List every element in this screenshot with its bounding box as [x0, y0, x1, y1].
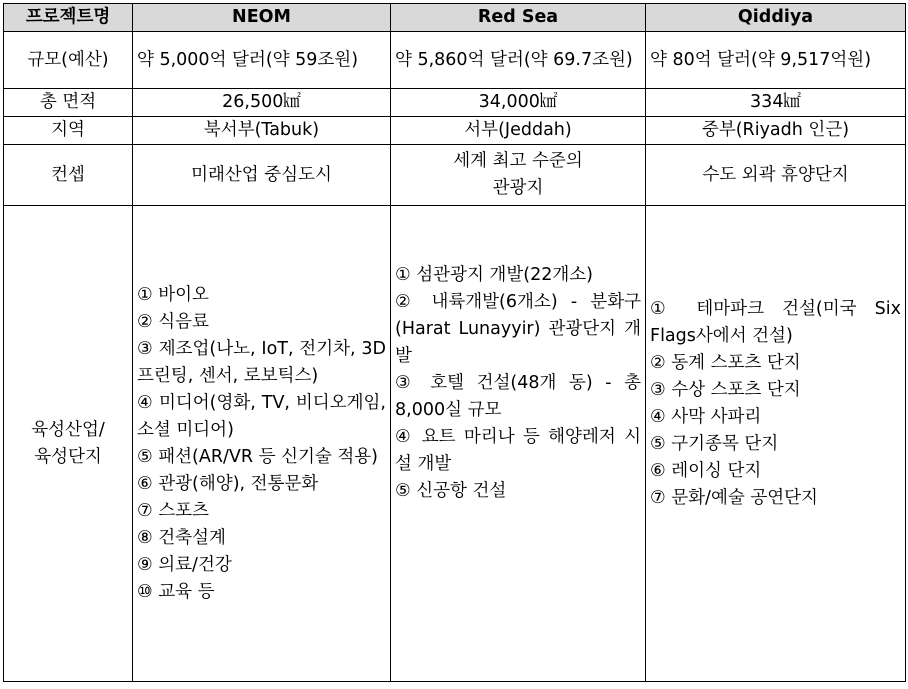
list-item: ④ 사막 사파리 — [650, 407, 762, 427]
cell-qiddiya-scale: 약 80억 달러(약 9,517억원) — [646, 32, 906, 89]
cell-neom-area: 26,500㎢ — [133, 89, 391, 117]
row-label-industry — [4, 206, 133, 682]
list-item: ③ 제조업(나노, IoT, 전기차, 3D 프린팅, 센서, 로보틱스) — [137, 338, 386, 386]
cell-neom-concept: 미래산업 중심도시 — [133, 145, 391, 206]
row-label-concept: 컨셉 — [4, 145, 133, 206]
project-comparison-table — [3, 3, 906, 682]
cell-redsea-scale: 약 5,860억 달러(약 69.7조원) — [391, 32, 646, 89]
row-region — [4, 117, 906, 145]
row-industry — [4, 206, 906, 682]
list-item: ② 동계 스포츠 단지 — [650, 353, 801, 373]
list-item: ① 바이오 — [137, 284, 209, 305]
list-item: ⑤ 구기종목 단지 — [650, 434, 779, 454]
list-item: ③ 수상 스포츠 단지 — [650, 380, 801, 400]
header-neom: NEOM — [133, 4, 391, 32]
list-item: ⑨ 의료/건강 — [137, 554, 232, 575]
cell-neom-region: 북서부(Tabuk) — [133, 117, 391, 145]
cell-neom-industry — [133, 206, 391, 682]
list-item: ④ 미디어(영화, TV, 비디오게임, 소셜 미디어) — [137, 392, 386, 440]
list-item: ① 섬관광지 개발(22개소) — [395, 265, 593, 285]
list-item: ⑤ 패션(AR/VR 등 신기술 적용) — [137, 446, 378, 467]
header-qiddiya: Qiddiya — [646, 4, 906, 32]
cell-qiddiya-concept: 수도 외곽 휴양단지 — [646, 145, 906, 206]
list-item: ① 테마파크 건설(미국 Six Flags사에서 건설) — [650, 299, 901, 346]
list-item: ② 내륙개발(6개소) - 분화구(Harat Lunayyir) 관광단지 개발 — [395, 292, 641, 366]
cell-qiddiya-region: 중부(Riyadh 인근) — [646, 117, 906, 145]
row-scale — [4, 32, 906, 89]
list-item: ⑩ 교육 등 — [137, 581, 215, 602]
cell-neom-scale: 약 5,000억 달러(약 59조원) — [133, 32, 391, 89]
list-item: ⑤ 신공항 건설 — [395, 481, 507, 501]
cell-redsea-concept-line1: 세계 최고 수준의 — [453, 151, 583, 171]
row-label-industry-line1: 육성산업/ — [31, 419, 105, 440]
list-item: ⑦ 스포츠 — [137, 500, 209, 521]
cell-qiddiya-area: 334㎢ — [646, 89, 906, 117]
list-item: ③ 호텔 건설(48개 동) - 총 8,000실 규모 — [395, 373, 641, 420]
cell-redsea-concept-line2: 관광지 — [492, 178, 544, 198]
cell-redsea-area: 34,000㎢ — [391, 89, 646, 117]
cell-redsea-concept — [391, 145, 646, 206]
row-concept — [4, 145, 906, 206]
cell-qiddiya-industry — [646, 206, 906, 682]
cell-redsea-industry — [391, 206, 646, 682]
row-label-area: 총 면적 — [4, 89, 133, 117]
row-label-scale: 규모(예산) — [4, 32, 133, 89]
row-area — [4, 89, 906, 117]
row-label-region: 지역 — [4, 117, 133, 145]
header-row — [4, 4, 906, 32]
list-item: ④ 요트 마리나 등 해양레저 시설 개발 — [395, 427, 641, 474]
list-item: ⑧ 건축설계 — [137, 527, 226, 548]
header-red-sea: Red Sea — [391, 4, 646, 32]
list-item: ⑥ 관광(해양), 전통문화 — [137, 473, 319, 494]
list-item: ⑥ 레이싱 단지 — [650, 461, 762, 481]
list-item: ⑦ 문화/예술 공연단지 — [650, 488, 818, 508]
list-item: ② 식음료 — [137, 311, 209, 332]
cell-redsea-region: 서부(Jeddah) — [391, 117, 646, 145]
header-project-name: 프로젝트명 — [4, 4, 133, 32]
row-label-industry-line2: 육성단지 — [34, 446, 102, 467]
